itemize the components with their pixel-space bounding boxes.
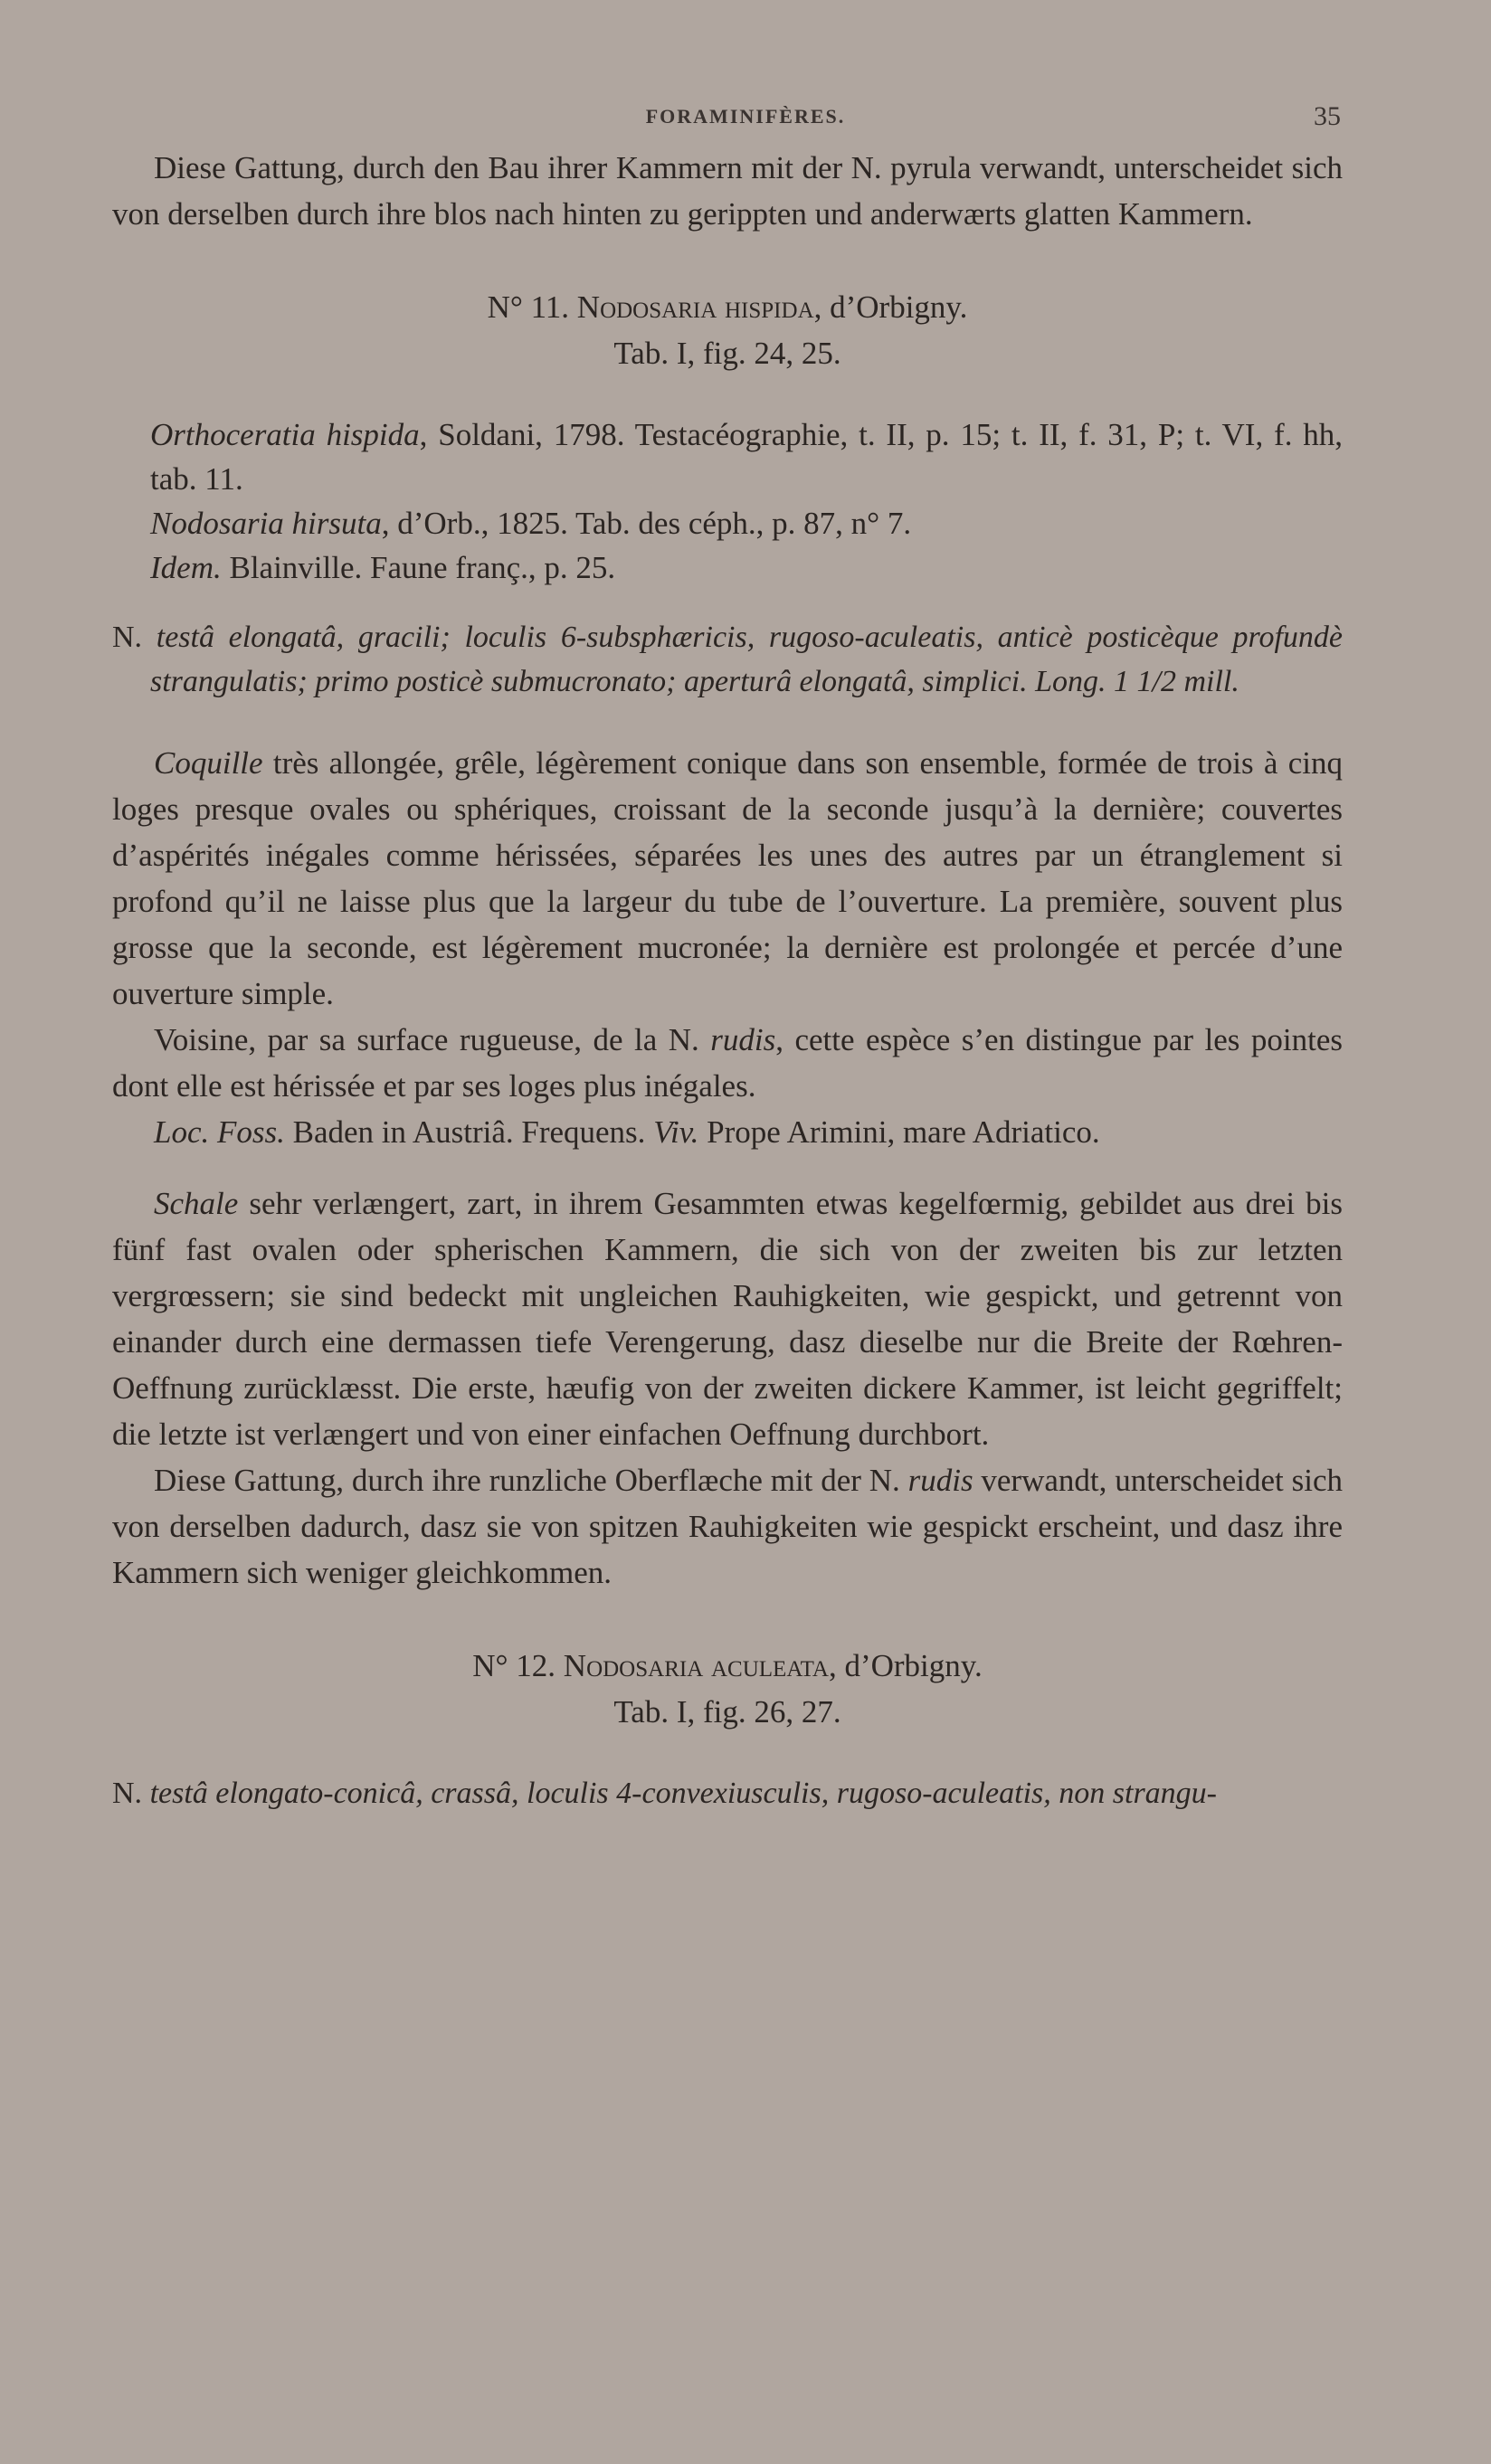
synonym-3-text: Blainville. Faune franç., p. 25. [221,550,616,585]
diagnosis-text: testâ elongatâ, gracili; loculis 6-subsphæricis, rugoso-aculeatis, anticè posticèque profundè strangulatis; primo posticè submucronato; aperturâ elongatâ, simplici. Long. 1 1/2 mill. [142,621,1343,698]
species-12-plate: Tab. I, fig. 26, 27. [613,1694,841,1730]
page-number: 35 [1314,101,1341,131]
locality-fossil-label: Loc. Foss. [154,1114,285,1150]
synonym-2-text: , d’Orb., 1825. Tab. des céph., p. 87, n° 7. [381,506,912,541]
synonym-1 [112,412,1343,501]
locality-line [112,1109,1343,1155]
species-11-author: , d’Orbigny. [813,289,968,325]
species-12-author: , d’Orbigny. [828,1648,983,1683]
species-11-plate: Tab. I, fig. 24, 25. [613,336,841,371]
synonym-1-text: , Soldani, 1798. Testacéographie, t. II, p. 15; t. II, f. 31, P; t. VI, f. hh, tab. 11. [150,417,1344,497]
species-12-diagnosis [112,1771,1343,1815]
species-12-name: Nodosaria aculeata [563,1648,829,1683]
species-11-name: Nodosaria hispida [576,289,814,325]
diagnosis-genus: N. [112,621,143,654]
german-comparison-text-b: verwandt, unterscheidet sich von derselben dadurch, dasz sie von spitzen Rauhigkeiten wie gespickt erscheint, und dasz ihre Kammern sich weniger gleichkommen. [112,1463,1343,1590]
synonym-1-name: Orthoceratia hispida [150,417,420,452]
german-description [112,1180,1343,1457]
synonym-3 [112,545,1343,590]
species-11-number: N° 11. [487,289,570,325]
german-description-text: sehr verlængert, zart, in ihrem Gesammten etwas kegelfœrmig, gebildet aus drei bis fünf fast ovalen oder spherischen Kammern, die sich von der zweiten bis zur letzten vergrœssern; sie sind bedeckt mit ungleichen Rauhigkeiten, wie gespickt, und getrennt von einander durch eine dermassen tiefe Verengerung, dasz dieselbe nur die Breite der Rœhren-Oeffnung zurücklæsst. Die erste, hæufig von der zweiten dickere Kammer, ist leicht gegriffelt; die letzte ist verlængert und von einer einfachen Oeffnung durchbort. [112,1186,1343,1452]
locality-fossil-text: Baden in Austriâ. Frequens. [284,1114,654,1150]
french-comparison-text-a: Voisine, par sa surface rugueuse, de la N. [154,1022,711,1057]
german-comparison [112,1457,1343,1596]
synonym-2 [112,501,1343,545]
french-comparison-species: rudis [710,1022,776,1057]
species-11-diagnosis [112,615,1343,704]
running-header [0,101,1491,137]
diagnosis-12-genus: N. [112,1777,143,1810]
french-comparison-text-b: , cette espèce s’en distingue par les pointes dont elle est hérissée et par ses loges plus inégales. [112,1022,1343,1104]
page-body [112,145,1343,1815]
species-11-heading [112,284,1343,330]
synonym-3-name: Idem. [150,550,222,585]
species-12-heading [112,1643,1343,1689]
german-lead-word: Schale [154,1186,239,1221]
diagnosis-12-text: testâ elongato-conicâ, crassâ, loculis 4-convexiusculis, rugoso-aculeatis, non strangu- [142,1777,1218,1810]
locality-living-text: Prope Arimini, mare Adriatico. [698,1114,1100,1150]
locality-living-label: Viv. [653,1114,699,1150]
german-comparison-text-a: Diese Gattung, durch ihre runzliche Oberflæche mit der N. [154,1463,908,1498]
german-comparison-species: rudis [907,1463,973,1498]
species-12-number: N° 12. [472,1648,556,1683]
synonym-2-name: Nodosaria hirsuta [150,506,382,541]
french-comparison [112,1017,1343,1109]
running-title: FORAMINIFÈRES. [645,105,846,128]
french-description-text: très allongée, grêle, légèrement conique dans son ensemble, formée de trois à cinq loges presque ovales ou sphériques, croissant de la seconde jusqu’à la dernière; couvertes d’aspérités inégales comme hérissées, séparées les unes des autres par un étranglement si profond qu’il ne laisse plus que la largeur du tube de l’ouverture. La première, souvent plus grosse que la seconde, est légèrement mucronée; la dernière est prolongée et percée d’une ouverture simple. [112,745,1343,1011]
french-description [112,740,1343,1017]
french-lead-word: Coquille [154,745,263,781]
intro-paragraph: Diese Gattung, durch den Bau ihrer Kammern mit der N. pyrula verwandt, unterscheidet sich von derselben durch ihre blos nach hinten zu gerippten und anderwærts glatten Kammern. [112,150,1343,232]
